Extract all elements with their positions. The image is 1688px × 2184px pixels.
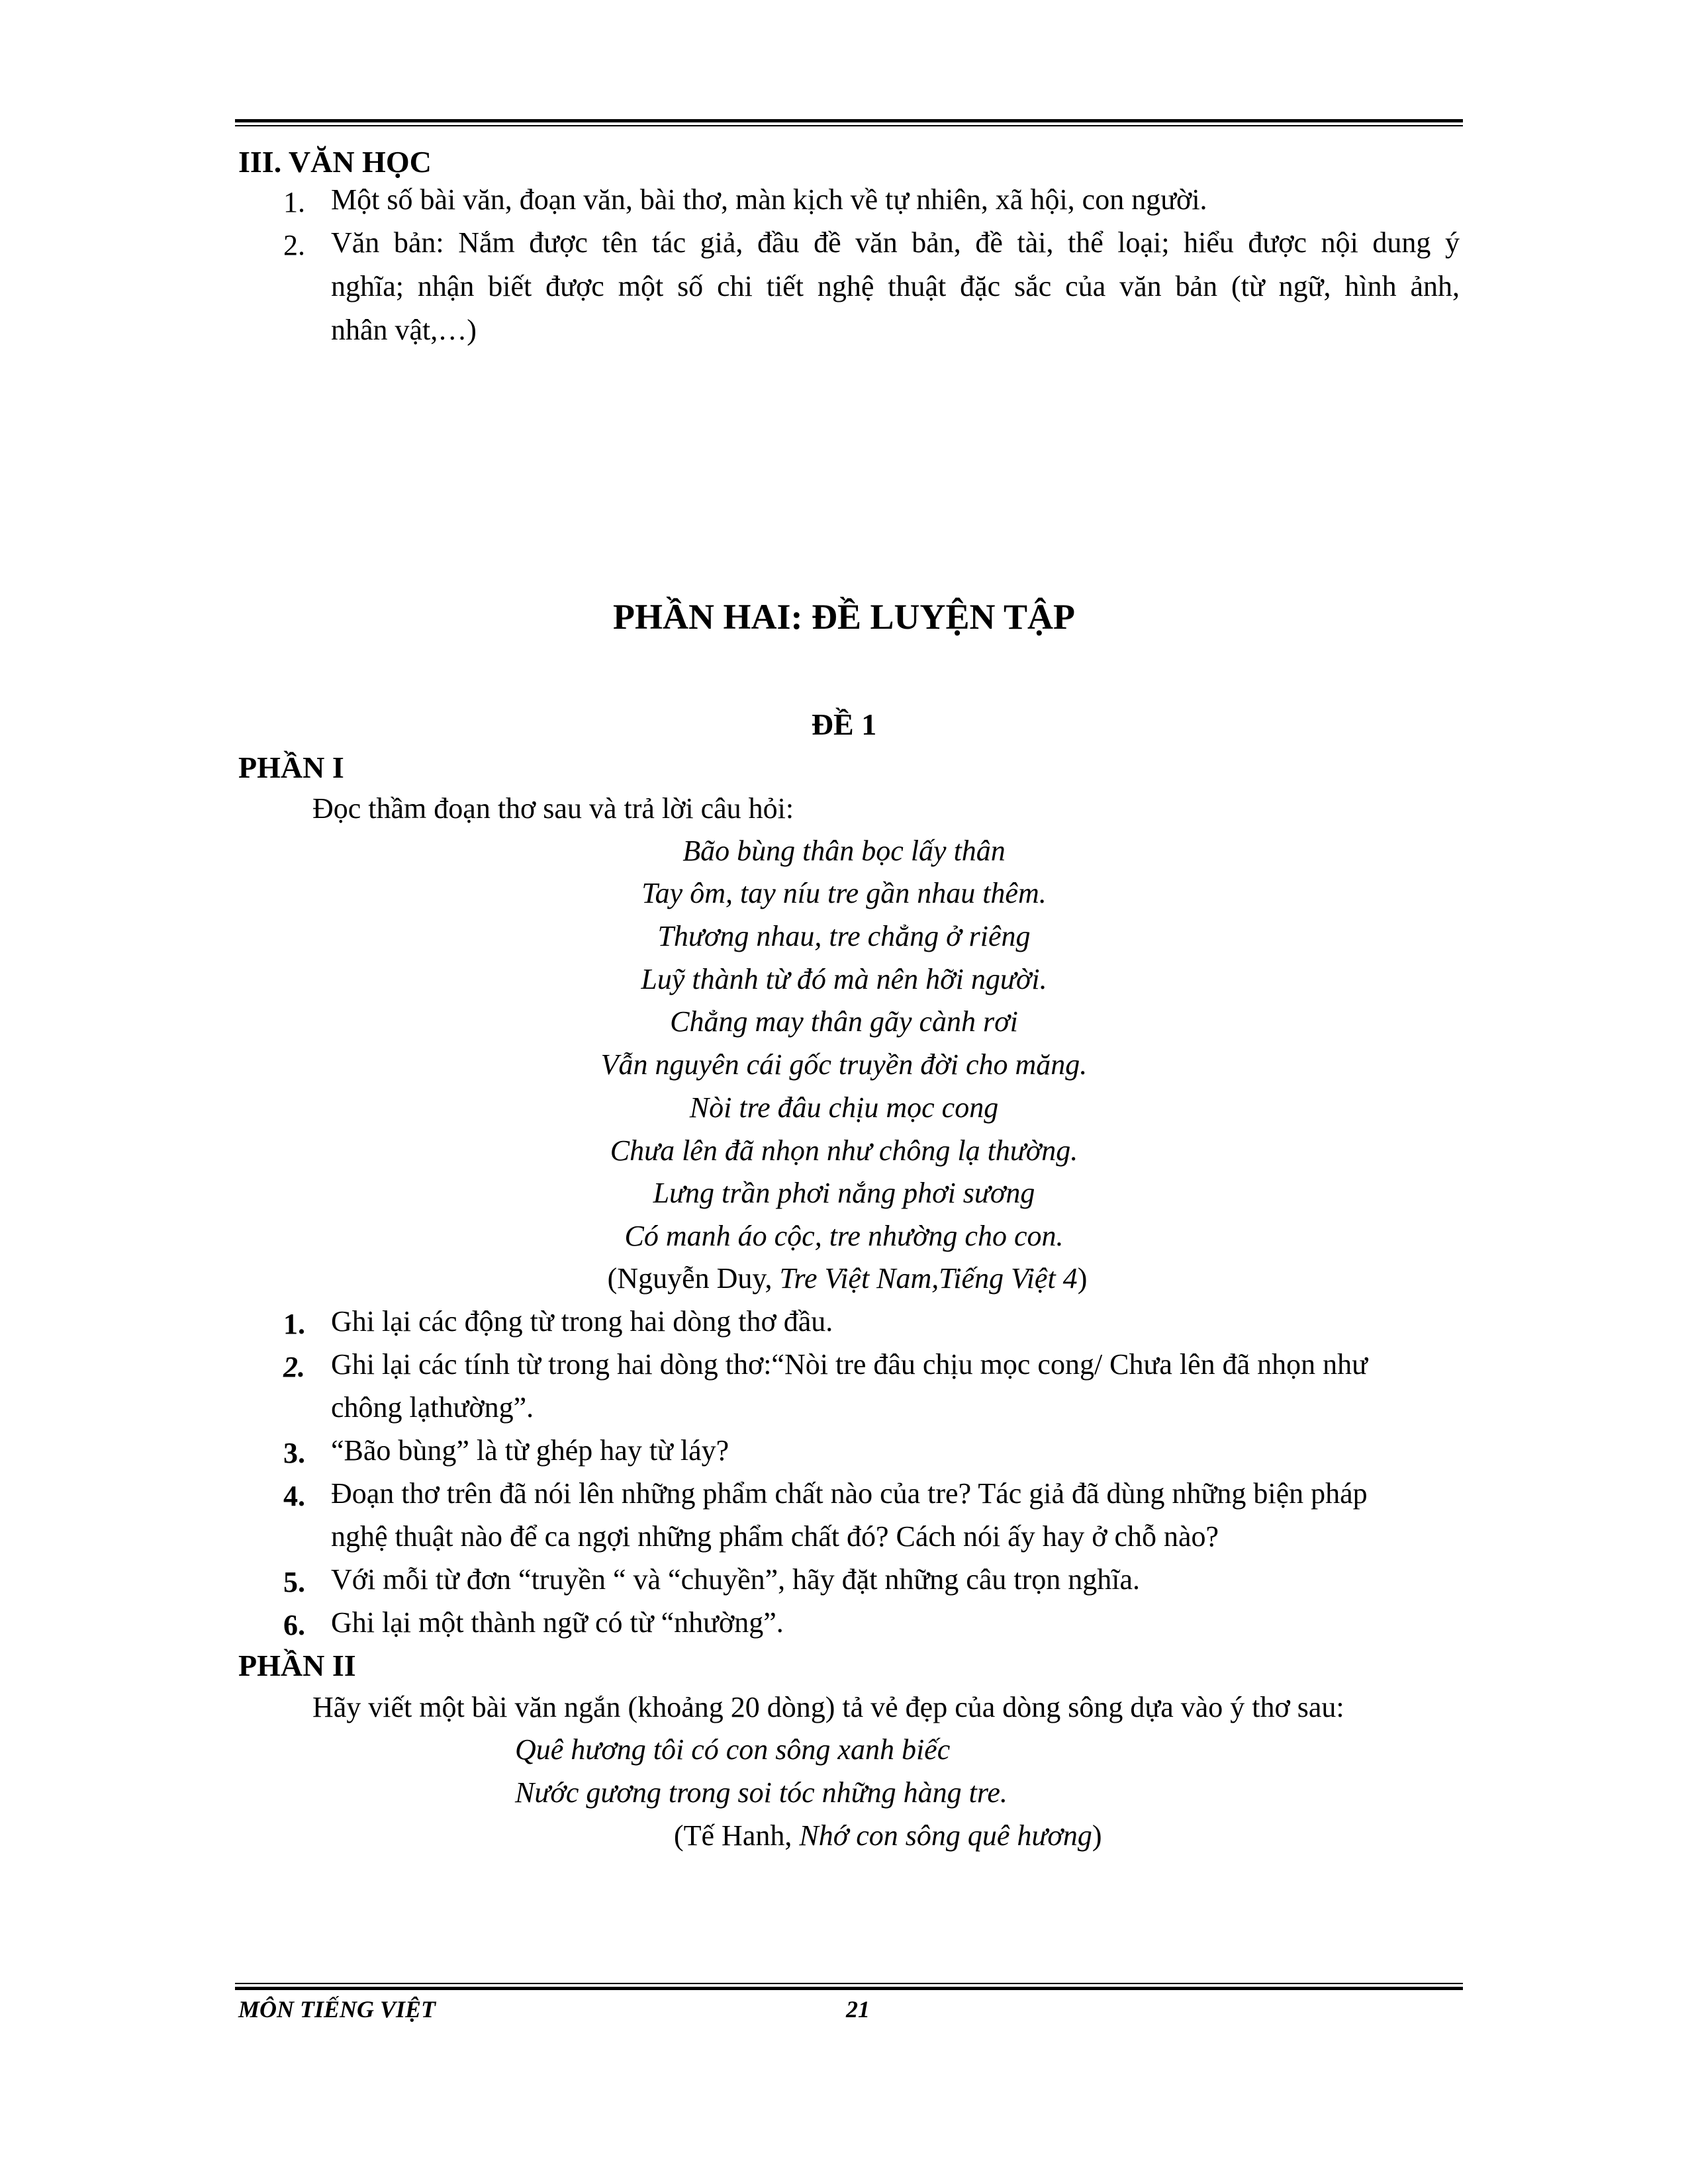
question-number: 4. bbox=[283, 1480, 305, 1512]
list-item-text: Văn bản: Nắm được tên tác giả, đầu đề văn bản, đề tài, thể loại; hiểu được nội dung ý bbox=[331, 226, 1460, 259]
list-item-text: Một số bài văn, đoạn văn, bài thơ, màn kịch về tự nhiên, xã hội, con người. bbox=[331, 183, 1207, 216]
footer-rule-thin bbox=[235, 1983, 1463, 1984]
question-text: Đoạn thơ trên đã nói lên những phẩm chất nào của tre? Tác giả đã dùng những biện pháp bbox=[331, 1477, 1368, 1510]
part-title: PHẦN HAI: ĐỀ LUYỆN TẬP bbox=[612, 597, 1076, 637]
question-text: Ghi lại các động từ trong hai dòng thơ đầu. bbox=[331, 1305, 833, 1338]
part-heading: PHẦN I bbox=[238, 751, 344, 784]
header-rule-thin bbox=[235, 125, 1463, 126]
poem-line: Lưng trần phơi nắng phơi sương bbox=[653, 1177, 1035, 1209]
list-item-text: nhân vật,…) bbox=[331, 314, 477, 346]
list-item-text: nghĩa; nhận biết được một số chi tiết nghệ thuật đặc sắc của văn bản (từ ngữ, hình ảnh, bbox=[331, 270, 1460, 302]
poem-line: Luỹ thành từ đó mà nên hỡi người. bbox=[641, 963, 1047, 995]
citation: (Tế Hanh, Nhớ con sông quê hương) bbox=[674, 1819, 1102, 1852]
poem-line: Có manh áo cộc, tre nhường cho con. bbox=[624, 1220, 1064, 1252]
list-number: 2. bbox=[283, 229, 305, 261]
poem-line: Nước gương trong soi tóc những hàng tre. bbox=[515, 1776, 1008, 1809]
poem-line: Thương nhau, tre chẳng ở riêng bbox=[657, 920, 1031, 952]
question-number: 5. bbox=[283, 1566, 305, 1598]
footer-subject: MÔN TIẾNG VIỆT bbox=[238, 1996, 436, 2023]
question-text: Ghi lại các tính từ trong hai dòng thơ:“Nòi tre đâu chịu mọc cong/ Chưa lên đã nhọn như bbox=[331, 1348, 1368, 1381]
poem-line: Bão bùng thân bọc lấy thân bbox=[682, 835, 1006, 867]
question-number: 2. bbox=[283, 1351, 305, 1383]
footer-rule bbox=[235, 1987, 1463, 1990]
section-heading: III. VĂN HỌC bbox=[238, 145, 432, 179]
question-number: 3. bbox=[283, 1437, 305, 1469]
poem-line: Chưa lên đã nhọn như chông lạ thường. bbox=[610, 1134, 1078, 1167]
poem-line: Nòi tre đâu chịu mọc cong bbox=[689, 1091, 999, 1124]
part-heading: PHẦN II bbox=[238, 1649, 356, 1682]
poem-line: Tay ôm, tay níu tre gần nhau thêm. bbox=[641, 877, 1047, 909]
poem-line: Vẫn nguyên cái gốc truyền đời cho măng. bbox=[600, 1048, 1088, 1081]
instruction: Đọc thầm đoạn thơ sau và trả lời câu hỏi: bbox=[312, 792, 794, 825]
citation: (Nguyễn Duy, Tre Việt Nam,Tiếng Việt 4) bbox=[607, 1262, 1088, 1295]
question-text: Với mỗi từ đơn “truyền “ và “chuyền”, hãy đặt những câu trọn nghĩa. bbox=[331, 1563, 1140, 1596]
exam-title: ĐỀ 1 bbox=[811, 707, 877, 741]
poem-line: Quê hương tôi có con sông xanh biếc bbox=[515, 1733, 951, 1766]
question-number: 6. bbox=[283, 1609, 305, 1641]
list-number: 1. bbox=[283, 186, 305, 218]
page-number: 21 bbox=[846, 1996, 870, 2023]
instruction: Hãy viết một bài văn ngắn (khoảng 20 dòng) tả vẻ đẹp của dòng sông dựa vào ý thơ sau: bbox=[312, 1691, 1344, 1723]
question-number: 1. bbox=[283, 1308, 305, 1340]
question-text: chông lạthường”. bbox=[331, 1391, 534, 1424]
poem-line: Chẳng may thân gãy cành rơi bbox=[670, 1005, 1018, 1038]
header-rule bbox=[235, 119, 1463, 122]
question-text: Ghi lại một thành ngữ có từ “nhường”. bbox=[331, 1606, 784, 1639]
question-text: nghệ thuật nào để ca ngợi những phẩm chất đó? Cách nói ấy hay ở chỗ nào? bbox=[331, 1520, 1219, 1553]
question-text: “Bão bùng” là từ ghép hay từ láy? bbox=[331, 1434, 729, 1467]
